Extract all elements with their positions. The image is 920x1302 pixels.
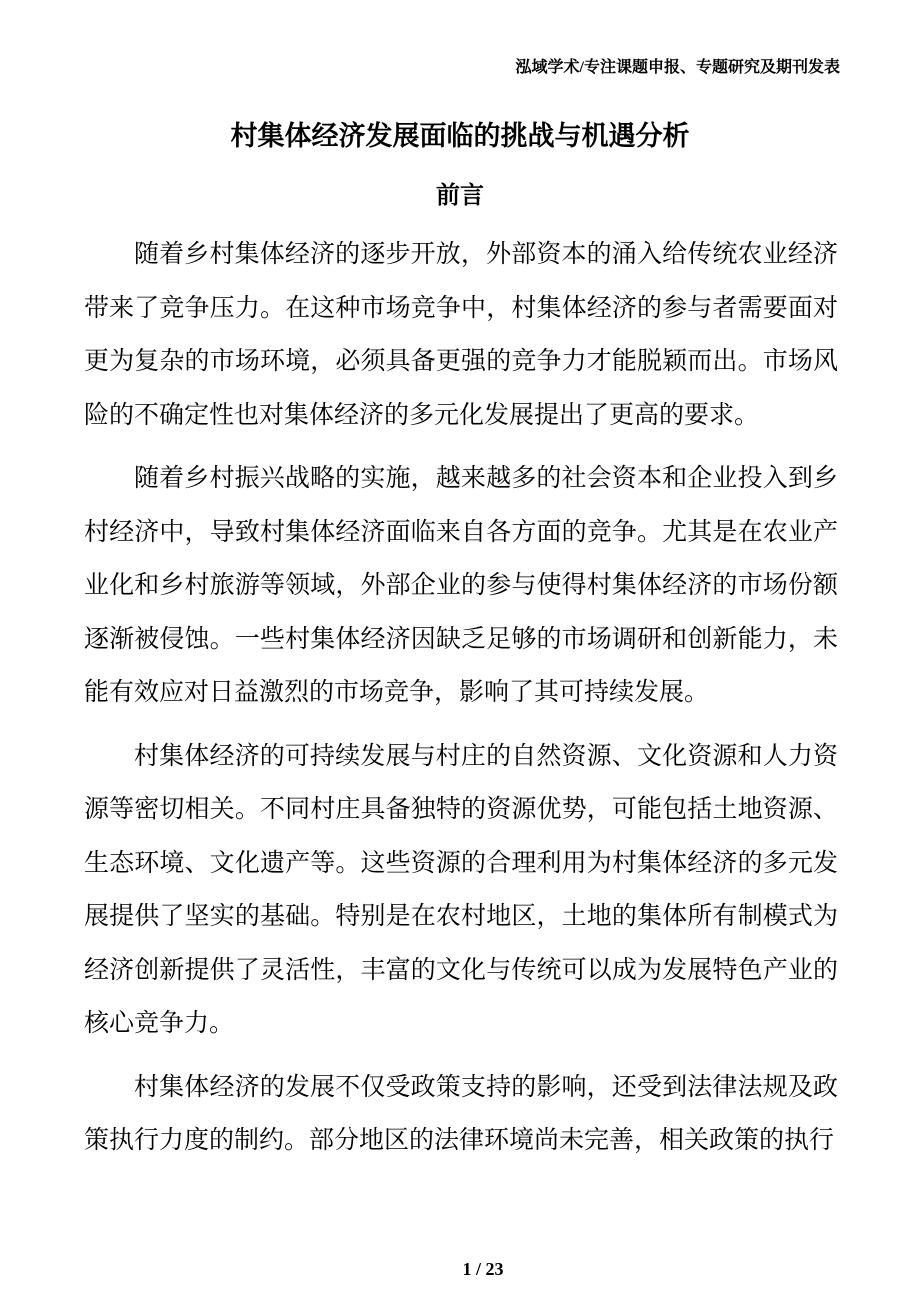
header-brand-text: 泓域学术/专注课题申报、专题研究及期刊发表: [515, 59, 840, 76]
document-body: [84, 228, 838, 1178]
paragraph-3: 村集体经济的可持续发展与村庄的自然资源、文化资源和人力资源等密切相关。不同村庄具备独特的资源优势，可能包括土地资源、生态环境、文化遗产等。这些资源的合理利用为村集体经济的多元发展提供了坚实的基础。特别是在农村地区，土地的集体所有制模式为经济创新提供了灵活性，丰富的文化与传统可以成为发展特色产业的核心竞争力。: [84, 742, 838, 1037]
section-heading-foreword: 前言: [436, 183, 484, 209]
page-number: 1 / 23: [462, 1259, 504, 1279]
paragraph-2: 随着乡村振兴战略的实施，越来越多的社会资本和企业投入到乡村经济中，导致村集体经济面临来自各方面的竞争。尤其是在农业产业化和乡村旅游等领域，外部企业的参与使得村集体经济的市场份额逐渐被侵蚀。一些村集体经济因缺乏足够的市场调研和创新能力，未能有效应对日益激烈的市场竞争，影响了其可持续发展。: [84, 465, 838, 706]
document-title: 村集体经济发展面临的挑战与机遇分析: [230, 121, 690, 151]
paragraph-4: 村集体经济的发展不仅受政策支持的影响，还受到法律法规及政策执行力度的制约。部分地区的法律环境尚未完善，相关政策的执行: [84, 1073, 838, 1154]
paragraph-1: 随着乡村集体经济的逐步开放，外部资本的涌入给传统农业经济带来了竞争压力。在这种市场竞争中，村集体经济的参与者需要面对更为复杂的市场环境，必须具备更强的竞争力才能脱颖而出。市场风险的不确定性也对集体经济的多元化发展提出了更高的要求。: [84, 241, 838, 429]
